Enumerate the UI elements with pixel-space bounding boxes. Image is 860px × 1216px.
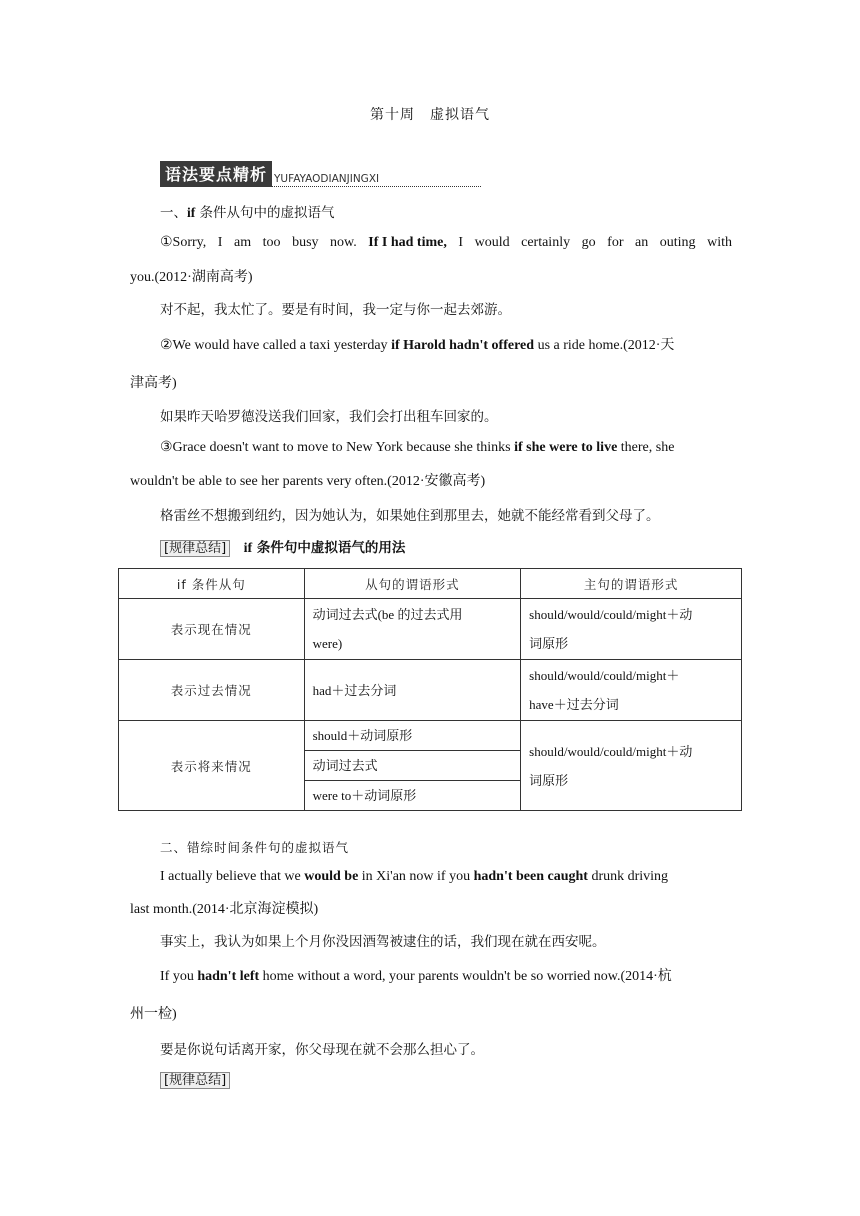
emphasis: hadn't been caught bbox=[473, 869, 588, 884]
example-3-translation: 格雷丝不想搬到纽约，因为她认为，如果她住到那里去，她就不能经常看到父母了。 bbox=[160, 508, 660, 524]
table-row bbox=[119, 599, 742, 660]
main-line: 词原形 bbox=[529, 636, 569, 651]
example-1-line-1 bbox=[160, 233, 732, 253]
text: ) bbox=[313, 902, 319, 917]
text: wouldn't be able to see her parents very often.(2012· bbox=[130, 474, 425, 489]
main-form bbox=[521, 660, 742, 721]
part2-example-2-line-2 bbox=[130, 1004, 177, 1025]
page-title: 第十周 虚拟语气 bbox=[370, 108, 490, 123]
section-pinyin: YUFAYAODIANJINGXI bbox=[272, 172, 481, 187]
text: in Xi'an now if you bbox=[358, 869, 474, 884]
word: ①Sorry, bbox=[160, 235, 207, 250]
part1-heading bbox=[160, 203, 335, 223]
emphasis: would be bbox=[304, 869, 359, 884]
table-header: if 条件从句 bbox=[119, 569, 305, 599]
text: ) bbox=[172, 376, 177, 391]
emphasis: if she were to live bbox=[514, 440, 618, 455]
word: I bbox=[458, 235, 464, 250]
example-3-line-2 bbox=[130, 471, 485, 492]
word: am bbox=[234, 235, 252, 250]
part2-example-2-line-1 bbox=[160, 966, 732, 987]
example-2-line-2 bbox=[130, 373, 177, 394]
table-row bbox=[119, 660, 742, 721]
word: go bbox=[581, 235, 596, 250]
heading-prefix: 一、 bbox=[160, 205, 187, 221]
word: certainly bbox=[521, 235, 571, 250]
row-label: 表示将来情况 bbox=[119, 721, 305, 811]
text: ) bbox=[247, 270, 253, 285]
rule-tag: [规律总结] bbox=[160, 540, 230, 557]
clause-form: 动词过去式 bbox=[304, 751, 521, 781]
word: outing bbox=[659, 235, 696, 250]
text: ) bbox=[172, 1007, 177, 1022]
source: 杭 bbox=[657, 968, 672, 984]
emphasis: hadn't left bbox=[197, 969, 260, 984]
main-form bbox=[521, 599, 742, 660]
source: 州一检 bbox=[130, 1006, 172, 1022]
word: with bbox=[707, 235, 732, 250]
main-form bbox=[521, 721, 742, 811]
row-label: 表示过去情况 bbox=[119, 660, 305, 721]
clause-form: were to＋动词原形 bbox=[304, 781, 521, 811]
part2-example-1-line-2 bbox=[130, 899, 318, 920]
main-line: should/would/could/might＋ bbox=[529, 668, 680, 683]
rule-title-if: if bbox=[243, 541, 253, 556]
table-header: 主句的谓语形式 bbox=[521, 569, 742, 599]
source: 天 bbox=[660, 337, 675, 353]
table-row bbox=[119, 721, 742, 751]
rule-title: 条件句中虚拟语气的用法 bbox=[252, 540, 406, 556]
grammar-table bbox=[118, 568, 742, 811]
rule-summary-1 bbox=[160, 538, 405, 559]
word: for bbox=[607, 235, 624, 250]
clause-form bbox=[304, 599, 521, 660]
text: ②We would have called a taxi yesterday bbox=[160, 338, 392, 353]
example-2-line-1 bbox=[160, 335, 732, 356]
word: busy bbox=[292, 235, 319, 250]
source: 北京海淀模拟 bbox=[229, 901, 314, 917]
main-line: have＋过去分词 bbox=[529, 697, 619, 712]
word: I bbox=[217, 235, 223, 250]
example-3-line-1 bbox=[160, 438, 732, 458]
rule-tag: [规律总结] bbox=[160, 1072, 230, 1089]
word: an bbox=[635, 235, 649, 250]
clause-line: 动词过去式(be 的过去式用 bbox=[312, 607, 463, 622]
part2-heading: 二、错综时间条件句的虚拟语气 bbox=[160, 840, 350, 855]
source: 津高考 bbox=[130, 375, 172, 391]
source: 安徽高考 bbox=[424, 473, 481, 489]
rule-summary-2 bbox=[160, 1071, 230, 1091]
main-line: should/would/could/might＋动 bbox=[529, 743, 693, 759]
heading-rest: 条件从句中的虚拟语气 bbox=[195, 205, 335, 221]
section-label: 语法要点精析 bbox=[160, 161, 272, 187]
text: drunk driving bbox=[587, 869, 669, 884]
part2-example-1-translation: 事实上，我认为如果上个月你没因酒驾被逮住的话，我们现在就在西安呢。 bbox=[160, 934, 606, 950]
table-header-row bbox=[119, 569, 742, 599]
text: ) bbox=[480, 474, 486, 489]
word: now. bbox=[330, 235, 357, 250]
text: there, she bbox=[617, 440, 675, 455]
part2-example-1-line-1 bbox=[160, 867, 732, 887]
text: I actually believe that we bbox=[160, 869, 305, 884]
text: last month.(2014· bbox=[130, 902, 230, 917]
clause-form: had＋过去分词 bbox=[304, 660, 521, 721]
example-1-translation: 对不起，我太忙了。要是有时间，我一定与你一起去郊游。 bbox=[160, 302, 511, 318]
row-label: 表示现在情况 bbox=[119, 599, 305, 660]
section-banner bbox=[160, 163, 481, 187]
text: ③Grace doesn't want to move to New York because she thinks bbox=[160, 440, 515, 455]
word: too bbox=[262, 235, 281, 250]
emphasis: If I had time, bbox=[368, 235, 447, 250]
emphasis: if Harold hadn't offered bbox=[391, 338, 535, 353]
clause-form: should＋动词原形 bbox=[304, 721, 521, 751]
table-header: 从句的谓语形式 bbox=[304, 569, 521, 599]
word: would bbox=[474, 235, 510, 250]
example-2-translation: 如果昨天哈罗德没送我们回家，我们会打出租车回家的。 bbox=[160, 409, 498, 425]
example-1-line-2 bbox=[130, 267, 253, 288]
heading-if: if bbox=[187, 205, 196, 220]
part2-example-2-translation: 要是你说句话离开家，你父母现在就不会那么担心了。 bbox=[160, 1042, 484, 1058]
main-line: 词原形 bbox=[529, 772, 569, 788]
text: us a ride home.(2012· bbox=[534, 338, 661, 353]
main-line: should/would/could/might＋动 bbox=[529, 607, 693, 622]
source: 湖南高考 bbox=[191, 269, 248, 285]
text: home without a word, your parents wouldn't be so worried now.(2014· bbox=[259, 969, 658, 984]
clause-line: were) bbox=[312, 636, 343, 651]
text: you.(2012· bbox=[130, 270, 192, 285]
text: If you bbox=[160, 969, 198, 984]
